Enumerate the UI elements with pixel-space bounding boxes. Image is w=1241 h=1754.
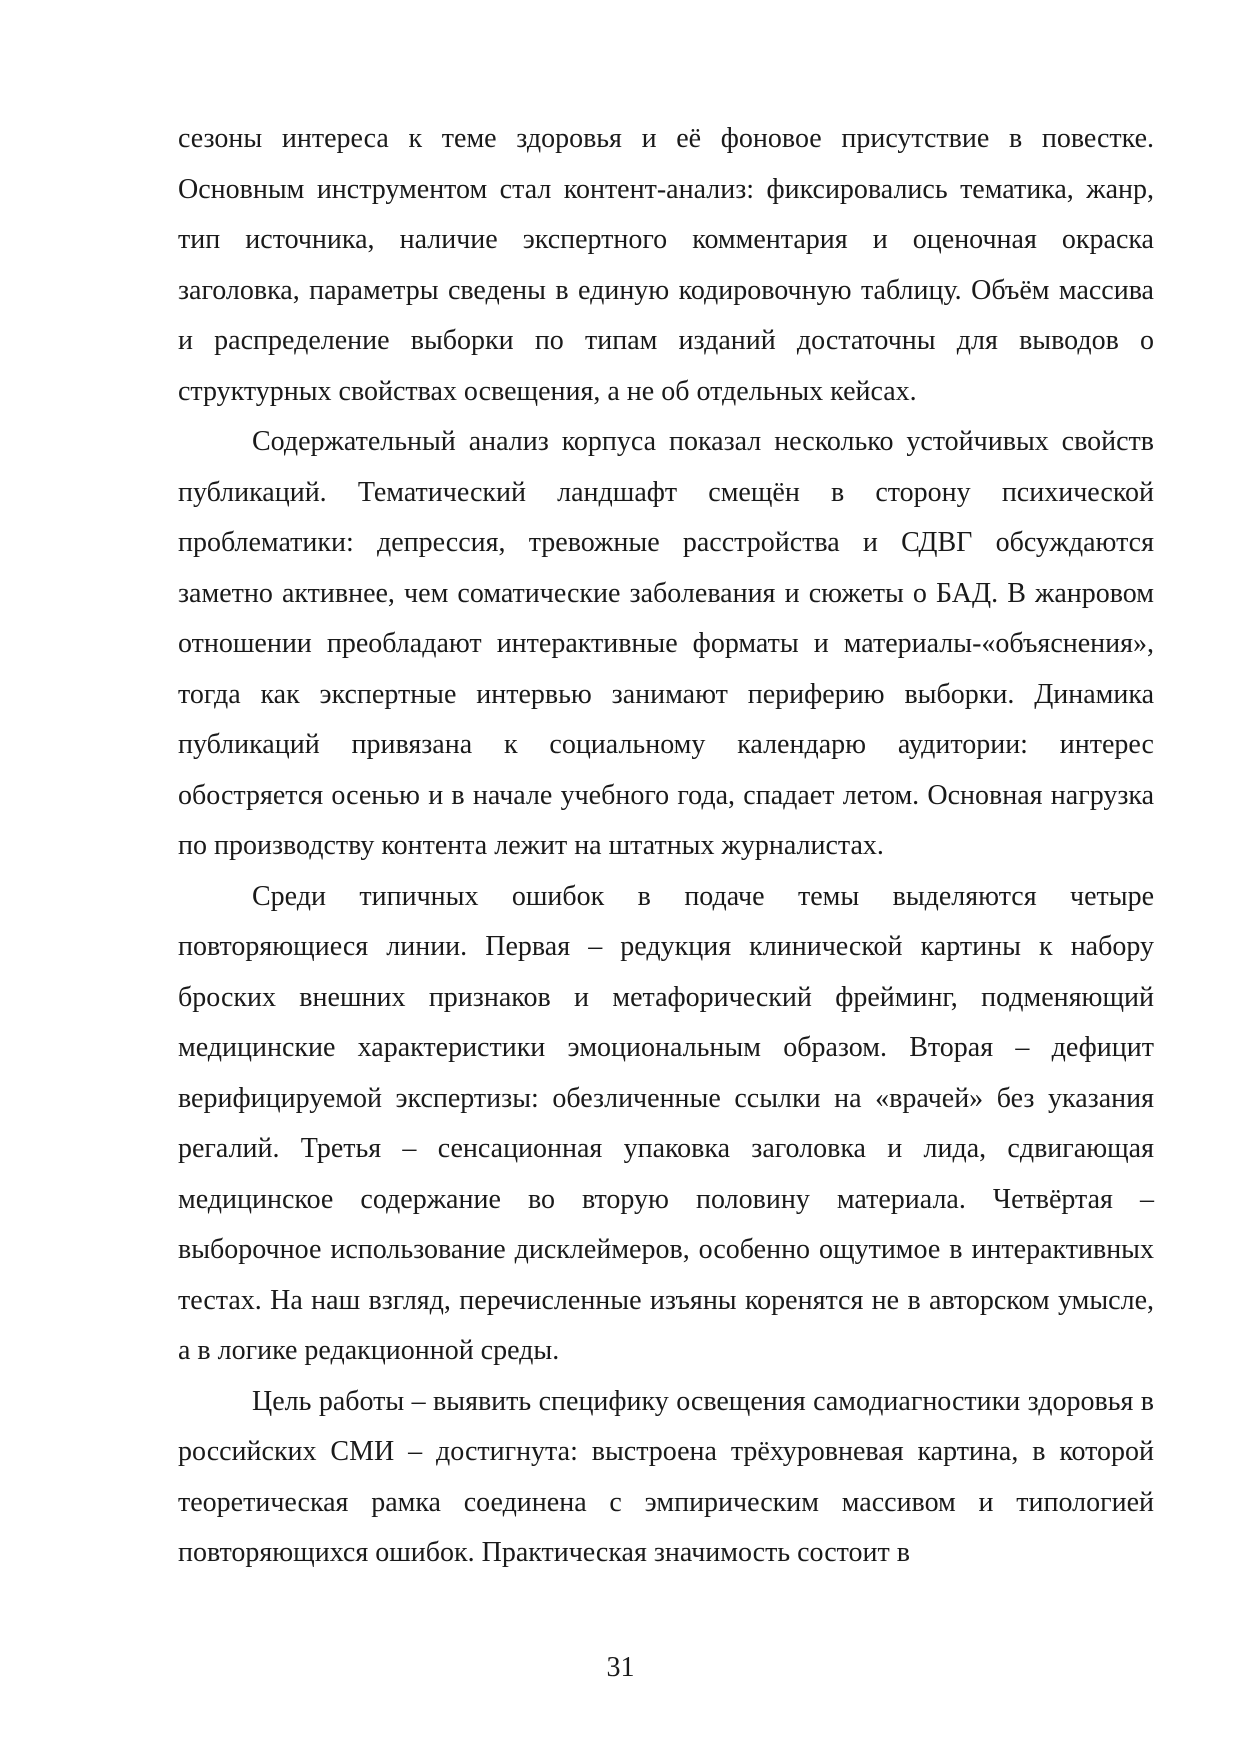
page-number: 31 [606,1652,635,1683]
paragraph: Среди типичных ошибок в подаче темы выделяются четыре повторяющиеся линии. Первая – редукция клинической картины к набору броских внешних признаков и метафорический фрейминг, подменяющий медицинские характеристики эмоциональным образом. Вторая – дефицит верифицируемой экспертизы: обезличенные ссылки на «врачей» без указания регалий. Третья – сенсационная упаковка заголовка и лида, сдвигающая медицинское содержание во вторую половину материала. Четвёртая – выборочное использование дисклеймеров, особенно ощутимое в интерактивных тестах. На наш взгляд, перечисленные изъяны коренятся не в авторском умысле, а в логике редакционной среды. [178,880,1154,1366]
body-text [178,114,1154,1579]
paragraph: Цель работы – выявить специфику освещения самодиагностики здоровья в российских СМИ – достигнута: выстроена трёхуровневая картина, в которой теоретическая рамка соединена с эмпирическим массивом и типологией повторяющихся ошибок. Практическая значимость состоит в [178,1385,1154,1568]
paragraph: сезоны интереса к теме здоровья и её фоновое присутствие в повестке. Основным инструментом стал контент-анализ: фиксировались тематика, жанр, тип источника, наличие экспертного комментария и оценочная окраска заголовка, параметры сведены в единую кодировочную таблицу. Объём массива и распределение выборки по типам изданий достаточны для выводов о структурных свойствах освещения, а не об отдельных кейсах. [178,123,1154,407]
paragraph: Содержательный анализ корпуса показал несколько устойчивых свойств публикаций. Тематический ландшафт смещён в сторону психической проблематики: депрессия, тревожные расстройства и СДВГ обсуждаются заметно активнее, чем соматические заболевания и сюжеты о БАД. В жанровом отношении преобладают интерактивные форматы и материалы-«объяснения», тогда как экспертные интервью занимают периферию выборки. Динамика публикаций привязана к социальному календарю аудитории: интерес обостряется осенью и в начале учебного года, спадает летом. Основная нагрузка по производству контента лежит на штатных журналистах. [178,426,1154,861]
